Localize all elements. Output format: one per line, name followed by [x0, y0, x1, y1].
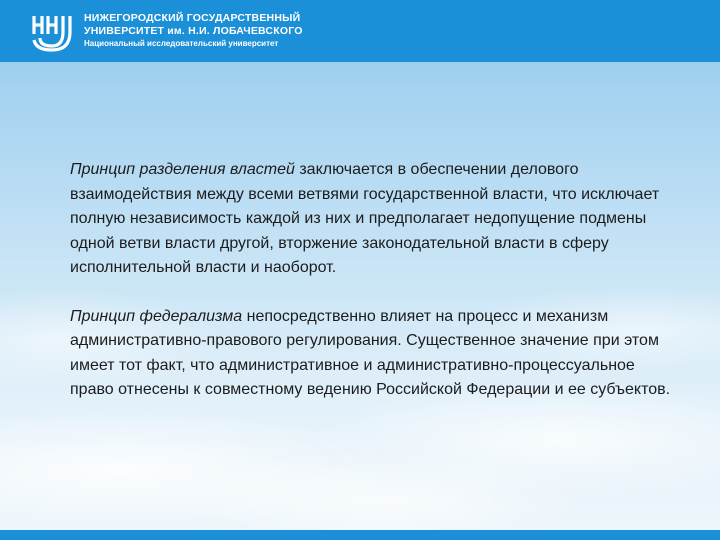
- slide-content: [70, 158, 680, 403]
- university-name-line1: НИЖЕГОРОДСКИЙ ГОСУДАРСТВЕННЫЙ: [84, 12, 301, 24]
- university-name: [84, 12, 303, 49]
- bottom-bar: [0, 530, 720, 540]
- unn-logo-icon: [30, 10, 74, 52]
- term-federalism: Принцип федерализма: [70, 307, 243, 325]
- paragraph-text: заключается в обеспечении делового взаимодействия между всеми ветвями государственной власти, что исключает полную независимость каждой из них и предполагает недопущение подмены одной ветви власти другой, вторжение законодательной власти в сферу исполнительной власти и наоборот.: [70, 161, 660, 276]
- header-bar: [0, 0, 720, 62]
- paragraph-separation-of-powers: [70, 158, 680, 281]
- university-subtitle: Национальный исследовательский университет: [84, 39, 279, 48]
- paragraph-federalism: [70, 305, 680, 403]
- paragraph-text: непосредственно влияет на процесс и механизм административно-правового регулирования. Существенное значение при этом имеет тот факт, что административное и административно-процессуальное право отнесены к совместному ведению Российской Федерации и ее субъектов.: [70, 307, 671, 398]
- university-name-line2: УНИВЕРСИТЕТ им. Н.И. ЛОБАЧЕВСКОГО: [84, 25, 303, 37]
- term-separation-of-powers: Принцип разделения властей: [70, 161, 295, 178]
